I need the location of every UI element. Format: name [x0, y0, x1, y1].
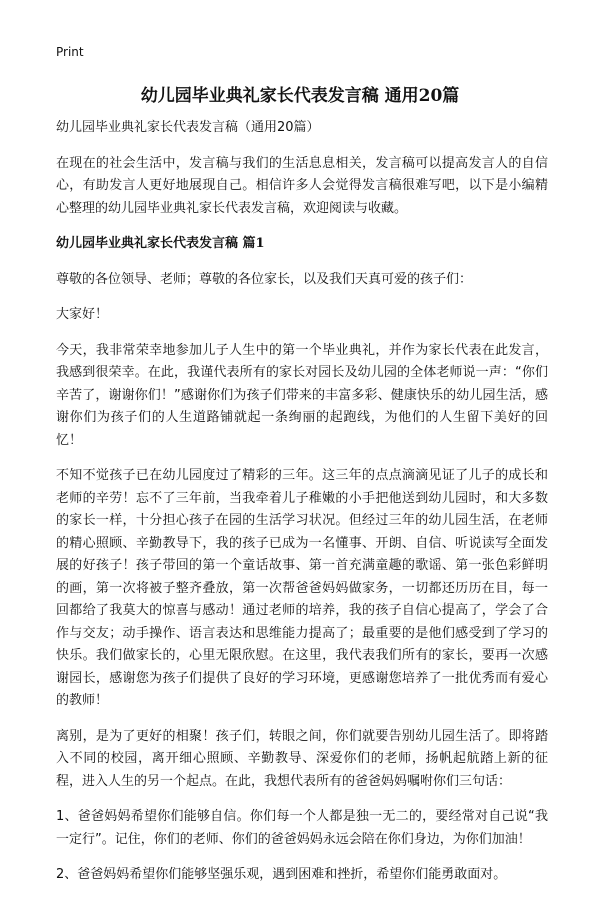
greeting-paragraph: 大家好！ — [56, 307, 109, 322]
document-title: 幼儿园毕业典礼家长代表发言稿 通用20篇 — [140, 86, 460, 106]
body-paragraph: 今天，我非常荣幸地参加儿子人生中的第一个毕业典礼，并作为家长代表在此发言，我感到很荣幸。在此，我谨代表所有的家长对园长及幼儿园的全体老师说一声：“你们辛苦了，谢谢你们！”感谢你们为孩子们带来的丰富多彩、健康快乐的幼儿园生活，感谢你们为孩子们的人生道路铺就起一条绚丽的起跑线，为他们的人生留下美好的回忆！ — [56, 342, 548, 448]
wish-paragraph: 1、爸爸妈妈希望你们能够自信。你们每一个人都是独一无二的，要经常对自己说“我一定行”。记住，你们的老师、你们的爸爸妈妈永远会陪在你们身边，为你们加油！ — [56, 809, 548, 847]
intro-paragraph: 在现在的社会生活中，发言稿与我们的生活息息相关，发言稿可以提高发言人的自信心，有助发言人更好地展现自己。相信许多人会觉得发言稿很难写吧，以下是小编精心整理的幼儿园毕业典礼家长代表发言稿，欢迎阅读与收藏。 — [56, 155, 548, 216]
document-body — [56, 117, 548, 900]
section-heading: 幼儿园毕业典礼家长代表发言稿 篇1 — [56, 236, 265, 251]
body-paragraph: 离别，是为了更好的相聚！孩子们，转眼之间，你们就要告别幼儿园生活了。即将踏入不同的校园，离开细心照顾、辛勤教导、深爱你们的老师，扬帆起航踏上新的征程，进入人生的另一个起点。在此，我想代表所有的爸爸妈妈嘱咐你们三句话： — [56, 728, 548, 789]
wish-paragraph: 2、爸爸妈妈希望你们能够坚强乐观，遇到困难和挫折，希望你们能勇敢面对。 — [56, 867, 507, 882]
print-link[interactable]: Print — [56, 45, 84, 59]
body-paragraph: 不知不觉孩子已在幼儿园度过了精彩的三年。这三年的点点滴滴见证了儿子的成长和老师的辛劳！忘不了三年前，当我牵着儿子稚嫩的小手把他送到幼儿园时，和大多数的家长一样，十分担心孩子在园的生活学习状况。但经过三年的幼儿园生活，在老师的精心照顾、辛勤教导下，我的孩子已成为一名懂事、开朗、自信、听说读写全面发展的好孩子！孩子带回的第一个童话故事、第一首充满童趣的歌谣、第一张色彩鲜明的画，第一次将被子整齐叠放，第一次帮爸爸妈妈做家务，一切都还历历在目，每一回都给了我莫大的惊喜与感动！通过老师的培养，我的孩子自信心提高了，学会了合作与交友；动手操作、语言表达和思维能力提高了；最重要的是他们感受到了学习的快乐。我们做家长的，心里无限欣慰。在这里，我代表我们所有的家长，要再一次感谢园长，感谢您为孩子们提供了良好的学习环境，更感谢您培养了一批优秀而有爱心的教师！ — [56, 468, 548, 708]
salutation-paragraph: 尊敬的各位领导、老师；尊敬的各位家长，以及我们天真可爱的孩子们： — [56, 271, 473, 287]
document-subtitle: 幼儿园毕业典礼家长代表发言稿（通用20篇） — [56, 120, 320, 135]
